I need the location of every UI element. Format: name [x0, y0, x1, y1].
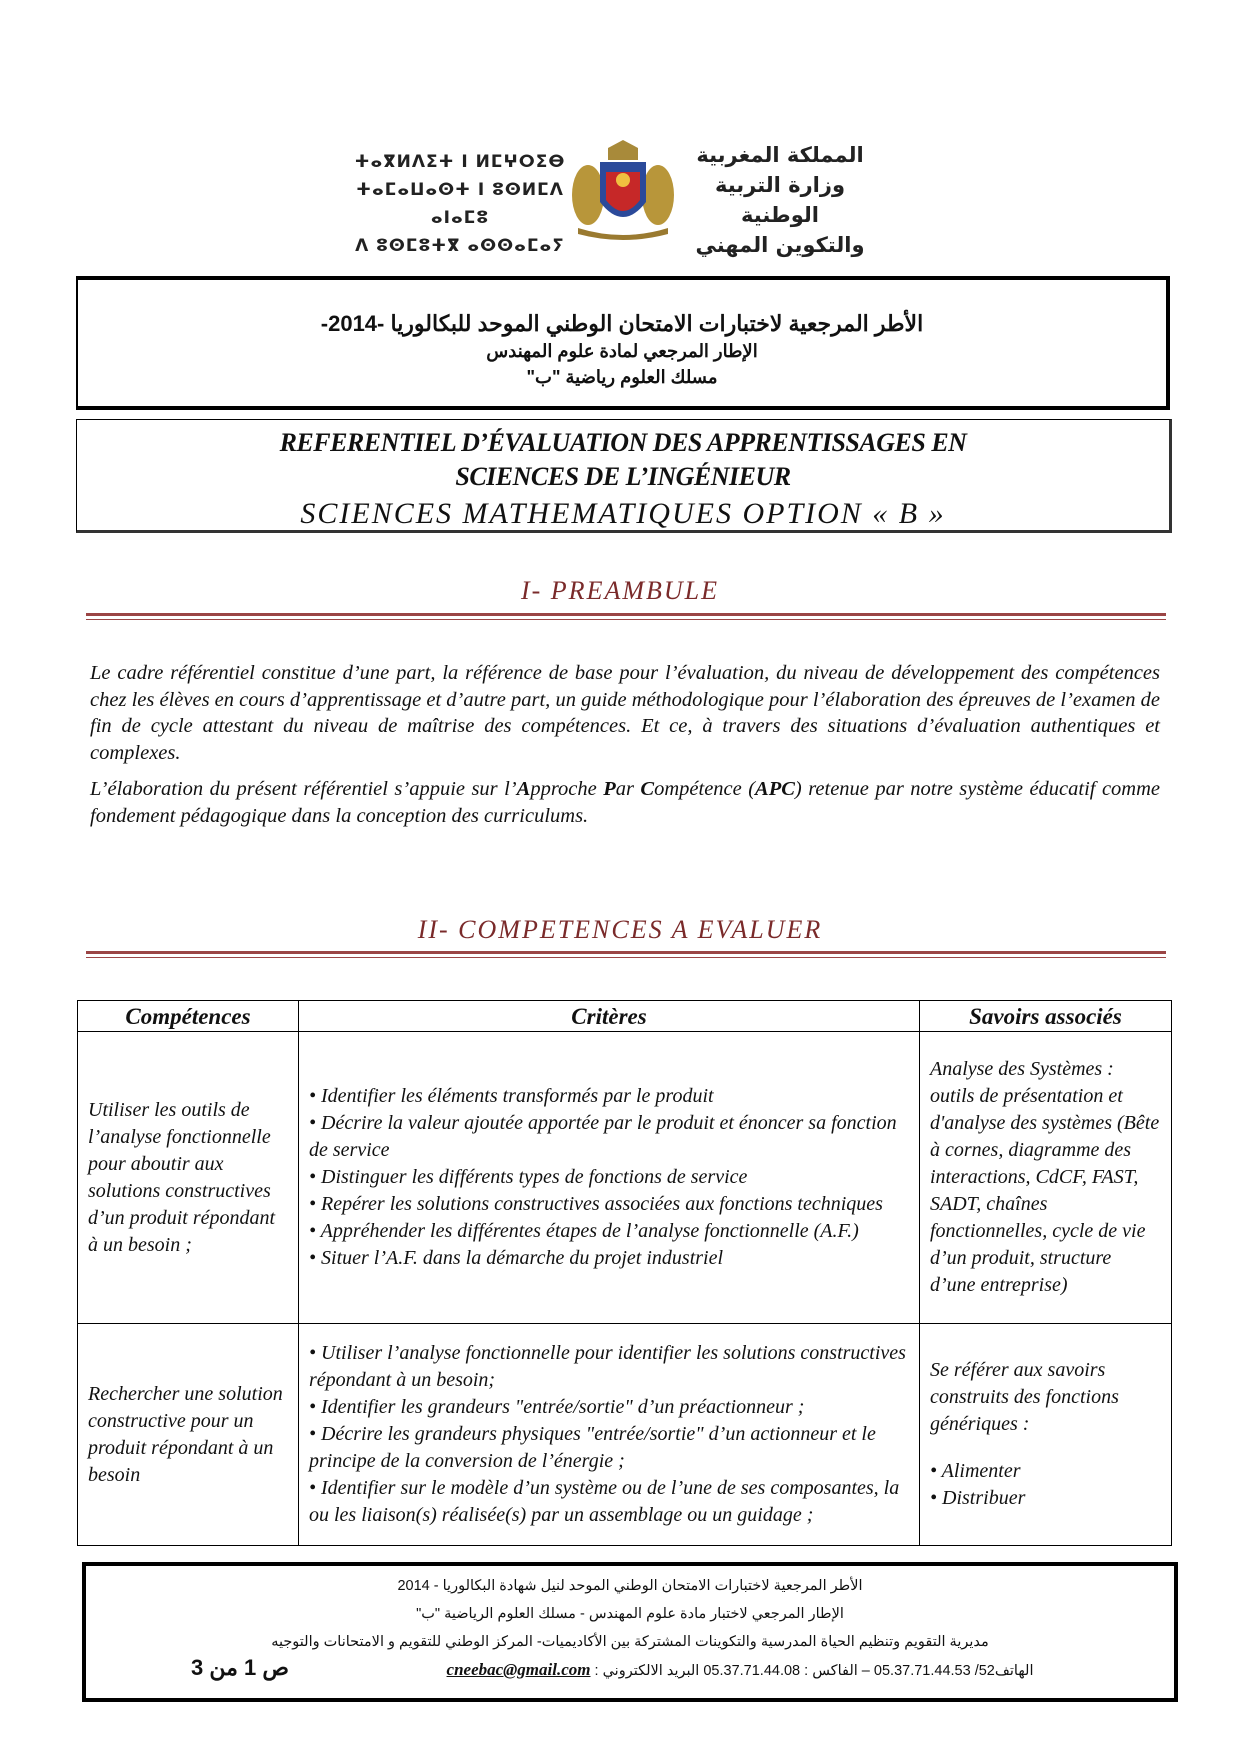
footer-line: مديرية التقويم وتنظيم الحياة المدرسية والتكوينات المشتركة بين الأكاديميات- المركز الوطني للتقويم و الامتحانات والتوجيه: [271, 1634, 989, 1650]
section-heading-competences: II- COMPETENCES A EVALUER: [417, 915, 823, 944]
text: ar: [615, 778, 641, 800]
critere-item: • Distinguer les différents types de fonctions de service: [309, 1164, 909, 1191]
text: C: [640, 778, 655, 800]
french-title-box: [76, 419, 1172, 533]
savoir-item: • Distribuer: [930, 1485, 1161, 1512]
section-divider: [86, 613, 1166, 620]
criteres-cell: [299, 1324, 920, 1546]
header-title: الأطر المرجعية لاختبارات الامتحان الوطني الموحد للبكالوريا -2014-: [320, 311, 924, 336]
section-heading-preambule: I- PREAMBULE: [520, 576, 719, 605]
text: A: [516, 778, 531, 800]
tifinagh-line: ⵜⴰⵎⴰⵡⴰⵙⵜ ⵏ ⵓⵙⵍⵎⴷ ⴰⵏⴰⵎⵓ: [356, 180, 564, 228]
arabic-ministry-name: [680, 140, 880, 260]
preamble-paragraph: [90, 776, 1160, 829]
text: pproche: [530, 778, 604, 800]
critere-item: • Situer l’A.F. dans la démarche du projet industriel: [309, 1245, 909, 1272]
critere-item: • Identifier sur le modèle d’un système ou de l’une de ses composantes, la ou les liaison(s) réalisée(s) par un assemblage ou un guidage ;: [309, 1475, 909, 1529]
column-header: Critères: [299, 1001, 920, 1032]
savoirs-cell: [920, 1324, 1172, 1546]
footer-line: الأطر المرجعية لاختبارات الامتحان الوطني الموحد لنيل شهادة البكالوريا - 2014: [397, 1578, 863, 1594]
savoirs-cell: Analyse des Systèmes : outils de présentation et d'analyse des systèmes (Bête à cornes, diagramme des interactions, CdCF, FAST, SADT, chaînes fonctionnelles, cycle de vie d’un produit, structure d’une entreprise): [920, 1032, 1172, 1324]
column-header: Compétences: [78, 1001, 299, 1032]
arabic-logo-line: والتكوين المهني: [695, 233, 865, 257]
competence-cell: Rechercher une solution constructive pour un produit répondant à un besoin: [78, 1324, 299, 1546]
savoirs-intro: Se référer aux savoirs construits des fonctions génériques :: [930, 1359, 1119, 1435]
tifinagh-line: ⴷ ⵓⵙⵎⵓⵜⴳ ⴰⵙⵙⴰⵎⴰⵢ: [355, 236, 565, 256]
critere-item: • Décrire la valeur ajoutée apportée par le produit et énoncer sa fonction de service: [309, 1110, 909, 1164]
tifinagh-line: ⵜⴰⴳⵍⴷⵉⵜ ⵏ ⵍⵎⵖⵔⵉⴱ: [354, 152, 566, 172]
section-divider: [86, 951, 1166, 958]
text: L’élaboration du présent référentiel s’appuie sur l’: [90, 778, 517, 800]
tifinagh-ministry-name: [350, 148, 570, 260]
competence-cell: Utiliser les outils de l’analyse fonctionnelle pour aboutir aux solutions constructives d’un produit répondant à un besoin ;: [78, 1032, 299, 1324]
footer-line: الإطار المرجعي لاختبار مادة علوم المهندس - مسلك العلوم الرياضية "ب": [416, 1606, 844, 1622]
text: ) retenue par notre système éducatif comme fondement pédagogique dans la conception des curriculums.: [90, 778, 1160, 827]
document-title-line2: SCIENCES DE L’INGÉNIEUR: [455, 462, 791, 491]
competences-table: [77, 1000, 1172, 1546]
critere-item: • Utiliser l’analyse fonctionnelle pour identifier les solutions constructives répondant à un besoin;: [309, 1340, 909, 1394]
arabic-header-box: [76, 276, 1170, 410]
critere-item: • Identifier les grandeurs "entrée/sortie" d’un préactionneur ;: [309, 1394, 909, 1421]
savoir-item: • Alimenter: [930, 1458, 1161, 1485]
header-stream: مسلك العلوم رياضية "ب": [526, 367, 718, 387]
email-link[interactable]: cneebac@gmail.com: [446, 1660, 591, 1679]
page-footer: [82, 1562, 1178, 1702]
critere-item: • Appréhender les différentes étapes de l’analyse fonctionnelle (A.F.): [309, 1218, 909, 1245]
header-subtitle: الإطار المرجعي لمادة علوم المهندس: [486, 341, 758, 361]
document-option: SCIENCES MATHEMATIQUES OPTION « B »: [300, 497, 946, 530]
document-title: REFERENTIEL D’ÉVALUATION DES APPRENTISSAGES EN: [279, 428, 967, 457]
preamble-text: [90, 660, 1160, 839]
arabic-logo-line: وزارة التربية الوطنية: [714, 173, 846, 227]
critere-item: • Repérer les solutions constructives associées aux fonctions techniques: [309, 1191, 909, 1218]
critere-item: • Identifier les éléments transformés par le produit: [309, 1083, 909, 1110]
critere-item: • Décrire les grandeurs physiques "entrée/sortie" d’un actionneur et le principe de la conversion de l’énergie ;: [309, 1421, 909, 1475]
column-header: Savoirs associés: [920, 1001, 1172, 1032]
coat-of-arms-icon: [568, 140, 678, 240]
text: P: [603, 778, 616, 800]
arabic-logo-line: المملكة المغربية: [696, 143, 864, 167]
page-number: ص 1 من 3: [191, 1655, 289, 1680]
criteres-cell: [299, 1032, 920, 1324]
text: ompétence (: [654, 778, 756, 800]
table-row: [78, 1324, 1172, 1546]
table-row: [78, 1032, 1172, 1324]
footer-contact: الهاتف52/ 05.37.71.44.53 – الفاكس : 05.37.71.44.08 البريد الالكتروني :: [594, 1663, 1034, 1679]
preamble-paragraph: Le cadre référentiel constitue d’une part, la référence de base pour l’évaluation, du niveau de développement des compétences chez les élèves en cours d’apprentissage et d’autre part, un guide méthodologique pour l’élaboration des épreuves de l’examen de fin de cycle attestant du niveau de maîtrise des compétences. Et ce, à travers des situations d’évaluation authentiques et complexes.: [90, 662, 1160, 764]
text: APC: [755, 778, 795, 800]
table-header-row: [78, 1001, 1172, 1032]
